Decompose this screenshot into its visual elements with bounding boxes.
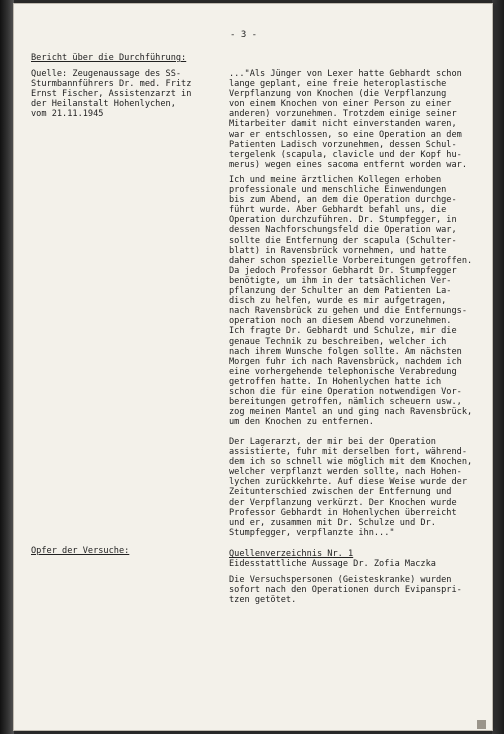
report-heading: Bericht über die Durchführung: bbox=[31, 53, 187, 63]
text-line: um den Knochen zu entfernen. bbox=[229, 417, 374, 428]
text-line: Die Versuchspersonen (Geisteskranke) wurden bbox=[229, 575, 452, 585]
source-line: Ernst Fischer, Assistenzarzt in bbox=[31, 89, 192, 100]
page-number: - 3 - bbox=[230, 30, 258, 40]
text-line: assistierte, fuhr mit derselben fort, während- bbox=[229, 447, 467, 458]
text-line: dem ich so schnell wie möglich mit dem Knochen, bbox=[229, 457, 473, 468]
text-line: merus) wegen eines sacoma entfernt worden war. bbox=[229, 159, 467, 170]
sources-heading: Quellenverzeichnis Nr. 1 bbox=[229, 549, 354, 559]
text-line: Patienten Ladisch vorzunehmen, dessen Schul- bbox=[229, 139, 457, 150]
text-line: lange geplant, eine freie heteroplastische bbox=[229, 79, 447, 90]
text-line: Operation durchzuführen. Dr. Stumpfegger, in bbox=[229, 215, 457, 226]
text-line: sollte die Entfernung der scapula (Schulter- bbox=[229, 235, 457, 246]
text-line: der Verpflanzung verkürzt. Der Knochen wurde bbox=[229, 497, 457, 508]
text-line: von einem Knochen von einer Person zu einer bbox=[229, 99, 452, 110]
text-line: Zeitunterschied zwischen der Entfernung und bbox=[229, 487, 452, 498]
text-line: Morgen fuhr ich nach Ravensbrück, nachdem ich bbox=[229, 356, 462, 367]
text-line: daher schon spezielle Vorbereitungen getroffen. bbox=[229, 255, 473, 266]
text-line: operation noch an diesem Abend vorzunehmen. bbox=[229, 316, 452, 327]
text-line: Da jedoch Professor Gebhardt Dr. Stumpfegger bbox=[229, 265, 457, 276]
text-line: Professor Gebhardt in Hohenlychen überreicht bbox=[229, 507, 457, 518]
text-line: ..."Als Jünger von Lexer hatte Gebhardt schon bbox=[229, 69, 462, 79]
text-line: und er, zusammen mit Dr. Schulze und Dr. bbox=[229, 517, 436, 528]
text-line: zog meinen Mantel an und ging nach Ravensbrück, bbox=[229, 407, 473, 418]
text-line: tzen getötet. bbox=[229, 595, 297, 606]
text-line: sofort nach den Operationen durch Evipanspri- bbox=[229, 585, 462, 596]
source-line: vom 21.11.1945 bbox=[31, 109, 104, 120]
text-line: professionale und menschliche Einwendungen bbox=[229, 185, 447, 196]
text-line: nach Ravensbrück zu gehen und die Entfernungs- bbox=[229, 306, 467, 317]
text-line: schon die für eine Operation notwendigen Vor- bbox=[229, 386, 462, 397]
text-line: anderen) vorzunehmen. Trotzdem einige seiner bbox=[229, 109, 457, 120]
victims-heading: Opfer der Versuche: bbox=[31, 546, 130, 556]
text-line: welcher verpflanzt werden sollte, nach Hohen- bbox=[229, 467, 462, 478]
source-line: Quelle: Zeugenaussage des SS- bbox=[31, 69, 182, 79]
source-line: Sturmbannführers Dr. med. Fritz bbox=[31, 79, 192, 90]
text-line: Ich fragte Dr. Gebhardt und Schulze, mir die bbox=[229, 326, 457, 337]
text-line: genaue Technik zu beschreiben, welcher ich bbox=[229, 336, 447, 347]
text-line: führt wurde. Aber Gebhardt befahl uns, die bbox=[229, 205, 447, 216]
testimony-paragraph-1 bbox=[229, 69, 467, 170]
text-line: dessen Nachforschungsfeld die Operation war, bbox=[229, 225, 457, 236]
text-line: benötigte, um ihm in der tatsächlichen Ver- bbox=[229, 275, 452, 286]
source-line: der Heilanstalt Hohenlychen, bbox=[31, 99, 176, 110]
text-line: Ich und meine ärztlichen Kollegen erhoben bbox=[229, 175, 442, 185]
text-line: blatt) in Ravensbrück vornehmen, und hatte bbox=[229, 245, 447, 256]
sources-subheading: Eidesstattliche Aussage Dr. Zofia Maczka bbox=[229, 559, 436, 569]
binder-edge bbox=[0, 0, 14, 734]
page-corner-mark bbox=[477, 720, 486, 729]
text-line: lychen zurückkehrte. Auf diese Weise wurde der bbox=[229, 477, 467, 488]
testimony-paragraph-3 bbox=[229, 437, 472, 538]
text-line: Verpflanzung von Knochen (die Verpflanzung bbox=[229, 89, 447, 100]
text-line: nach ihrem Wunsche folgen sollte. Am nächsten bbox=[229, 346, 462, 357]
testimony-paragraph-2 bbox=[229, 175, 472, 427]
text-line: bis zum Abend, an dem die Operation durchge- bbox=[229, 195, 457, 206]
source-note bbox=[31, 69, 191, 119]
text-line: disch zu helfen, wurde es mir aufgetragen, bbox=[229, 296, 447, 307]
text-line: getroffen hatte. In Hohenlychen hatte ich bbox=[229, 376, 442, 387]
text-line: eine vorhergehende telephonische Verabredung bbox=[229, 366, 457, 377]
text-line: pflanzung der Schulter an dem Patienten La- bbox=[229, 286, 452, 297]
victims-text bbox=[229, 575, 462, 605]
text-line: Stumpfegger, verpflanzte ihn..." bbox=[229, 527, 395, 538]
text-line: tergelenk (scapula, clavicle und der Kopf hu- bbox=[229, 149, 462, 160]
text-line: bereitungen getroffen, nämlich scheuern usw., bbox=[229, 397, 462, 408]
text-line: Mitarbeiter damit nicht einverstanden waren, bbox=[229, 119, 457, 130]
text-line: war er entschlossen, so eine Operation an dem bbox=[229, 129, 462, 140]
scan-edge bbox=[492, 0, 504, 734]
text-line: Der Lagerarzt, der mir bei der Operation bbox=[229, 437, 436, 447]
